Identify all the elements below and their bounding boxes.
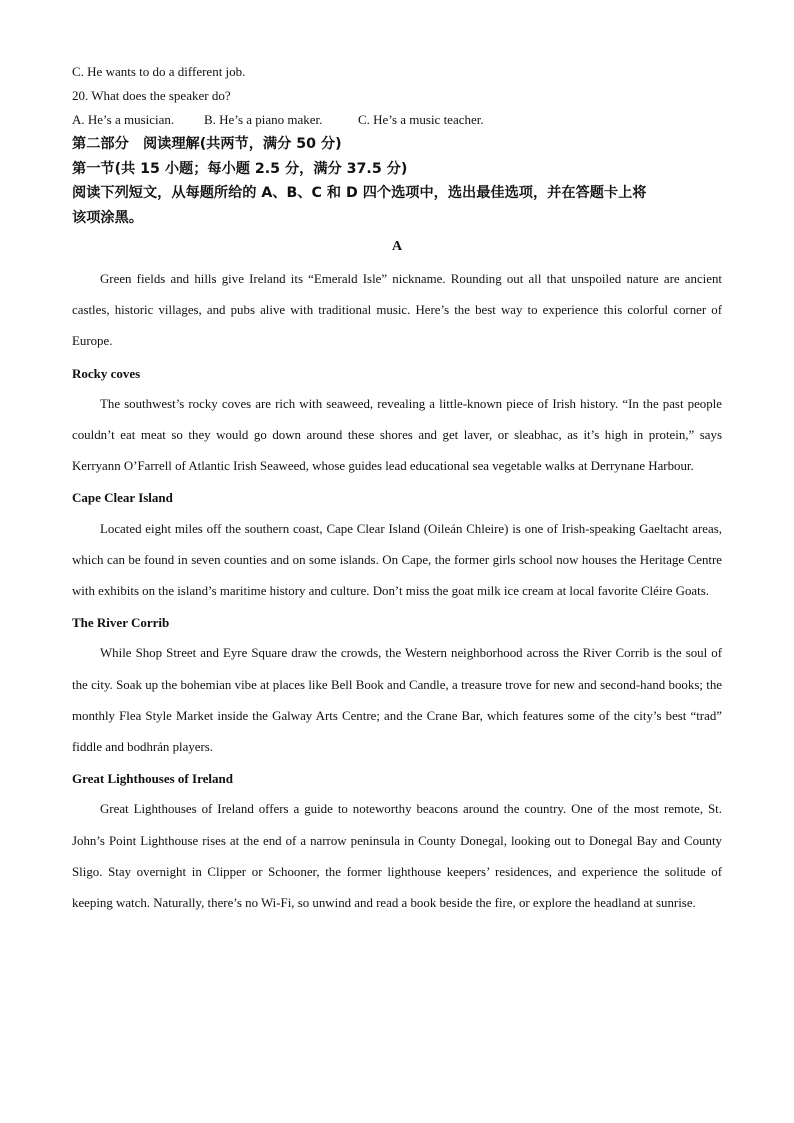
part-title: 第二部分 阅读理解(共两节，满分 50 分) xyxy=(72,136,342,152)
section-body-rocky-coves: The southwest’s rocky coves are rich with seaweed, revealing a little-known piece of Irish history. “In the past people couldn’t eat meat so they would go down around these shores and get laver, or sleabhac, as it’s high in protein,” says Kerryann O’Farrell of Atlantic Irish Seaweed, whose guides lead educational sea vegetable walks at Derrynane Harbour. xyxy=(72,396,722,474)
q20-option-c: C. He’s a music teacher. xyxy=(358,112,484,127)
instruction-line-1: 阅读下列短文，从每题所给的 A、B、C 和 D 四个选项中，选出最佳选项，并在答题卡上将 xyxy=(72,185,647,201)
instruction-line-2: 该项涂黑。 xyxy=(72,209,143,226)
section-heading-river-corrib: The River Corrib xyxy=(72,615,170,631)
q20-option-b: B. He’s a piano maker. xyxy=(204,112,323,127)
q20-options xyxy=(72,108,722,132)
section-heading-cape-clear: Cape Clear Island xyxy=(72,490,173,506)
passage-intro: Green fields and hills give Ireland its “Emerald Isle” nickname. Rounding out all that unspoiled nature are ancient castles, historic villages, and pubs alive with traditional music. Here’s the best way to experience this colorful corner of Europe. xyxy=(72,272,722,349)
passage-letter: A xyxy=(391,239,403,254)
exam-page xyxy=(72,60,722,919)
section-heading-lighthouses: Great Lighthouses of Ireland xyxy=(72,771,233,787)
section-heading-rocky-coves: Rocky coves xyxy=(72,365,141,381)
q20-option-a: A. He’s a musician. xyxy=(72,112,175,127)
section-body-lighthouses: Great Lighthouses of Ireland offers a guide to noteworthy beacons around the country. One of the most remote, St. John’s Point Lighthouse rises at the end of a narrow peninsula in County Donegal, looking out to Donegal Bay and County Sligo. Stay overnight in Clipper or Schooner, the former lighthouse keepers’ residences, and experience the solitude of keeping watch. Naturally, there’s no Wi-Fi, so unwind and read a book beside the fire, or explore the headland at sunrise. xyxy=(72,802,722,911)
q20-stem: 20. What does the speaker do? xyxy=(72,88,231,103)
section-body-river-corrib: While Shop Street and Eyre Square draw the crowds, the Western neighborhood across the River Corrib is the soul of the city. Soak up the bohemian vibe at places like Bell Book and Candle, a treasure trove for new and second-hand books; the monthly Flea Style Market inside the Galway Arts Centre; and the Crane Bar, which features some of the city’s best “trad” fiddle and bodhrán players. xyxy=(72,646,722,755)
section-body-cape-clear: Located eight miles off the southern coast, Cape Clear Island (Oileán Chleire) is one of Irish-speaking Gaeltacht areas, which can be found in seven counties and on some islands. On Cape, the former girls school now houses the Heritage Centre with exhibits on the island’s maritime history and culture. Don’t miss the goat milk ice cream at local favorite Cléire Goats. xyxy=(72,521,722,599)
q19-option-c: C. He wants to do a different job. xyxy=(72,64,246,79)
subsection-title: 第一节(共 15 小题；每小题 2.5 分，满分 37.5 分) xyxy=(72,160,408,177)
